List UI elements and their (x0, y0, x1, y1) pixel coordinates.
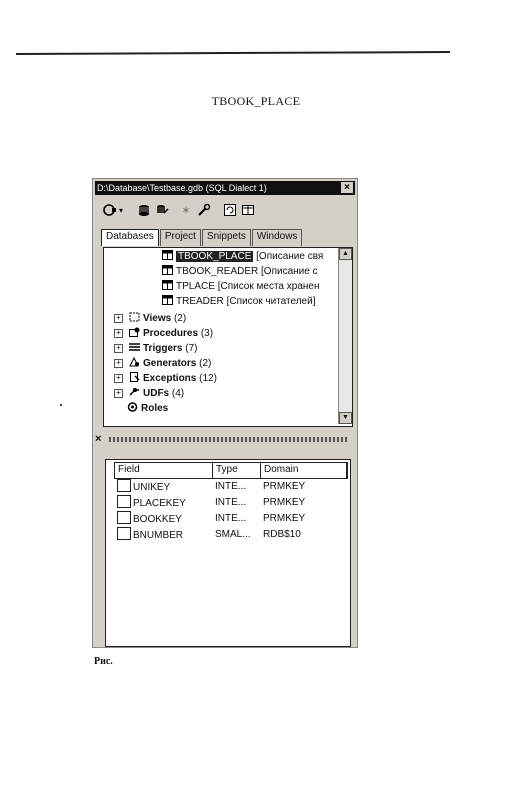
expand-icon[interactable]: + (114, 389, 123, 398)
tree-item-table[interactable] (162, 265, 318, 279)
database-explorer-window (92, 178, 358, 648)
toolbar (97, 201, 353, 221)
tree-scrollbar[interactable] (338, 248, 352, 424)
page-caption: TBOOK_PLACE (211, 94, 301, 108)
table-icon (162, 265, 173, 275)
table-description: [Список места хранен (217, 281, 320, 292)
tree-group-roles[interactable]: Roles (127, 402, 168, 416)
tree-item-table[interactable] (162, 250, 323, 264)
tree-group-triggers[interactable]: + Triggers (7) (114, 342, 197, 356)
exceptions-icon (129, 372, 140, 382)
figure-label: Рис. (94, 656, 113, 667)
panel-splitter[interactable] (93, 433, 357, 445)
expand-icon[interactable]: + (114, 344, 123, 353)
tab-strip (101, 229, 303, 247)
triggers-icon (129, 342, 140, 352)
procedures-icon (129, 327, 140, 337)
database-icon[interactable] (135, 201, 153, 219)
star-icon[interactable]: ✶ (181, 204, 191, 217)
grid-icon[interactable] (239, 201, 257, 219)
udfs-icon (129, 387, 140, 397)
field-icon (117, 479, 131, 492)
field-icon (117, 527, 131, 540)
table-icon (162, 295, 173, 305)
tab-project[interactable]: Project (160, 229, 201, 246)
table-description: [Список читателей] (226, 296, 316, 307)
window-title: D:\Database\Testbase.gdb (SQL Dialect 1) (97, 183, 267, 193)
column-header-field[interactable]: Field (115, 463, 213, 478)
expand-icon[interactable]: + (114, 314, 123, 323)
tree-group-exceptions[interactable]: + Exceptions (12) (114, 372, 217, 386)
field-icon (117, 495, 131, 508)
close-panel-icon[interactable]: × (95, 433, 102, 445)
expand-icon[interactable]: + (114, 329, 123, 338)
generators-icon (129, 357, 140, 367)
table-description: [Описание свя (256, 251, 324, 262)
tree-group-generators[interactable]: + Generators (2) (114, 357, 211, 371)
scroll-down-icon[interactable]: ▼ (339, 412, 352, 424)
table-row[interactable]: PLACEKEY INTE... PRMKEY (114, 495, 346, 510)
views-icon (129, 312, 140, 322)
tree-group-procedures[interactable]: + Procedures (3) (114, 327, 213, 341)
column-header-domain[interactable]: Domain (261, 463, 347, 478)
object-tree (103, 247, 353, 427)
wrench-icon[interactable] (195, 201, 213, 219)
tab-databases[interactable]: Databases (101, 229, 159, 246)
table-row[interactable]: BOOKKEY INTE... PRMKEY (114, 511, 346, 526)
table-name: TBOOK_PLACE (178, 251, 252, 262)
roles-icon (127, 402, 138, 412)
tree-item-table[interactable] (162, 295, 315, 309)
scroll-up-icon[interactable]: ▲ (339, 248, 352, 260)
grid-header (114, 462, 348, 479)
table-row[interactable]: BNUMBER SMAL... RDB$10 (114, 527, 346, 542)
expand-icon[interactable]: + (114, 374, 123, 383)
tab-snippets[interactable]: Snippets (202, 229, 251, 246)
table-name: TBOOK_READER (176, 266, 259, 277)
field-icon (117, 511, 131, 524)
table-icon (162, 280, 173, 290)
splitter-grip[interactable] (109, 437, 349, 442)
tree-item-table[interactable] (162, 280, 320, 294)
tree-group-views[interactable]: + Views (2) (114, 312, 186, 326)
tree-group-udfs[interactable]: + UDFs (4) (114, 387, 184, 401)
fields-grid (105, 459, 351, 647)
refresh-icon[interactable] (221, 201, 239, 219)
window-titlebar (95, 181, 355, 195)
table-name: TPLACE (176, 281, 215, 292)
column-header-type[interactable]: Type (213, 463, 261, 478)
expand-icon[interactable]: + (114, 359, 123, 368)
close-icon[interactable]: × (341, 182, 353, 193)
database-alt-icon[interactable] (153, 201, 171, 219)
speck (60, 404, 62, 406)
top-rule (16, 51, 450, 55)
table-name: TREADER (176, 296, 224, 307)
table-description: [Описание с (261, 266, 318, 277)
table-row[interactable]: UNIKEY INTE... PRMKEY (114, 479, 346, 494)
dropdown-icon[interactable]: ▾ (118, 205, 123, 215)
table-icon (162, 250, 173, 260)
tab-windows[interactable]: Windows (252, 229, 303, 246)
